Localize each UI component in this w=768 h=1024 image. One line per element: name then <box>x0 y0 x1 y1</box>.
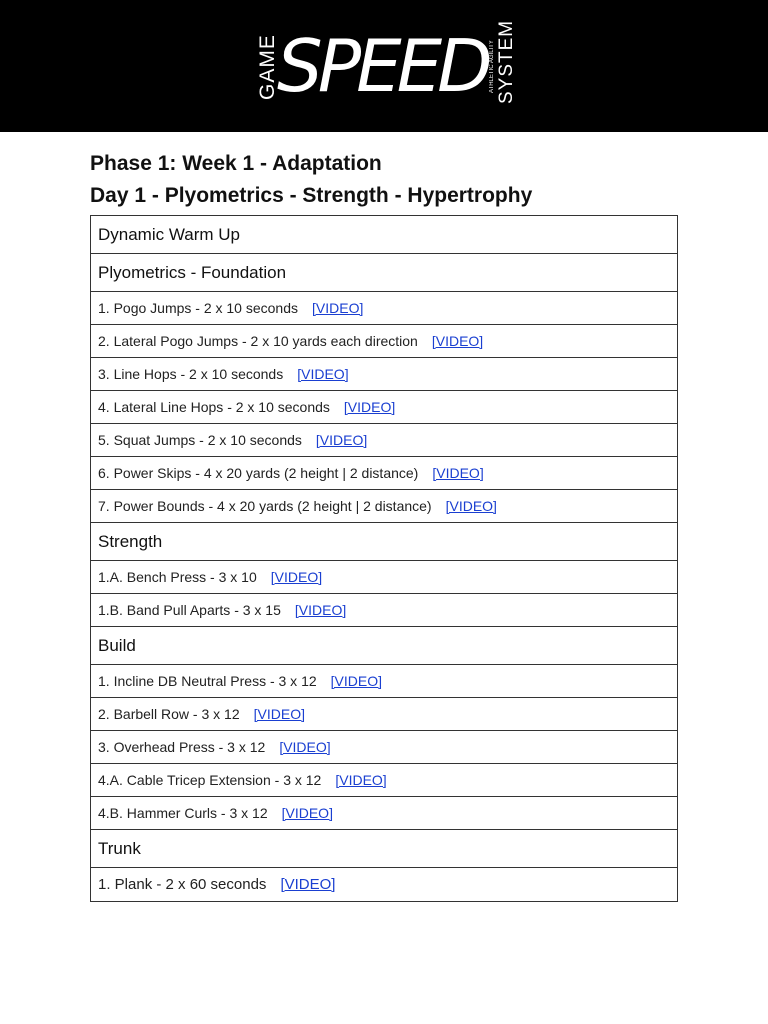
video-link[interactable]: [VIDEO] <box>343 399 396 415</box>
exercise-label: 6. Power Skips - 4 x 20 yards (2 height | 2 distance) <box>98 465 419 481</box>
section-row-trunk <box>91 830 678 868</box>
exercise-label: 1. Plank - 2 x 60 seconds <box>98 876 267 893</box>
exercise-row <box>91 457 678 490</box>
exercise-label: 4.A. Cable Tricep Extension - 3 x 12 <box>98 772 322 788</box>
logo-game-text: GAME <box>256 34 279 100</box>
section-row-plyometrics <box>91 254 678 292</box>
video-link[interactable]: [VIDEO] <box>270 569 323 585</box>
exercise-label: 2. Barbell Row - 3 x 12 <box>98 706 240 722</box>
exercise-row <box>91 424 678 457</box>
section-row-strength <box>91 523 678 561</box>
logo-tagline-text: ATHLETIC AGILITY <box>489 40 495 94</box>
header-banner <box>0 0 768 132</box>
phase-title: Phase 1: Week 1 - Adaptation <box>90 152 382 175</box>
logo-system-text: SYSTEM <box>496 19 517 104</box>
exercise-label: 1.A. Bench Press - 3 x 10 <box>98 569 257 585</box>
section-title: Strength <box>91 523 678 561</box>
exercise-row <box>91 698 678 731</box>
game-speed-logo <box>253 19 518 108</box>
exercise-row <box>91 561 678 594</box>
page-headings <box>90 148 532 212</box>
video-link[interactable]: [VIDEO] <box>253 706 305 722</box>
video-link[interactable]: [VIDEO] <box>432 465 484 481</box>
video-link[interactable]: [VIDEO] <box>281 805 333 821</box>
exercise-row <box>91 325 678 358</box>
exercise-label: 7. Power Bounds - 4 x 20 yards (2 height | 2 distance) <box>98 498 432 514</box>
exercise-row <box>91 358 678 391</box>
exercise-row <box>91 391 678 424</box>
exercise-label: 3. Overhead Press - 3 x 12 <box>98 739 266 755</box>
exercise-label: 2. Lateral Pogo Jumps - 2 x 10 yards each direction <box>98 333 418 349</box>
exercise-label: 1. Pogo Jumps - 2 x 10 seconds <box>98 300 298 316</box>
section-title: Build <box>91 627 678 665</box>
section-title: Dynamic Warm Up <box>91 216 678 254</box>
video-link[interactable]: [VIDEO] <box>279 739 331 755</box>
video-link[interactable]: [VIDEO] <box>294 602 347 618</box>
video-link[interactable]: [VIDEO] <box>312 300 364 316</box>
exercise-label: 1.B. Band Pull Aparts - 3 x 15 <box>98 602 281 618</box>
exercise-row <box>91 594 678 627</box>
video-link[interactable]: [VIDEO] <box>445 498 497 514</box>
exercise-row <box>91 764 678 797</box>
exercise-row <box>91 490 678 523</box>
exercise-label: 3. Line Hops - 2 x 10 seconds <box>98 366 284 382</box>
video-link[interactable]: [VIDEO] <box>330 673 383 689</box>
exercise-label: 4. Lateral Line Hops - 2 x 10 seconds <box>98 399 330 415</box>
video-link[interactable]: [VIDEO] <box>431 333 484 349</box>
logo-speed-text: SPEED <box>277 24 488 108</box>
section-row-build <box>91 627 678 665</box>
exercise-label: 5. Squat Jumps - 2 x 10 seconds <box>98 432 302 448</box>
exercise-label: 4.B. Hammer Curls - 3 x 12 <box>98 805 268 821</box>
section-row-warmup <box>91 216 678 254</box>
workout-table <box>90 215 678 902</box>
section-title: Trunk <box>91 830 678 868</box>
section-title: Plyometrics - Foundation <box>91 254 678 292</box>
video-link[interactable]: [VIDEO] <box>280 876 336 893</box>
day-title: Day 1 - Plyometrics - Strength - Hypertrophy <box>90 184 533 207</box>
video-link[interactable]: [VIDEO] <box>297 366 349 382</box>
exercise-row <box>91 292 678 325</box>
exercise-row <box>91 797 678 830</box>
video-link[interactable]: [VIDEO] <box>315 432 368 448</box>
exercise-row <box>91 868 678 902</box>
exercise-label: 1. Incline DB Neutral Press - 3 x 12 <box>98 673 317 689</box>
video-link[interactable]: [VIDEO] <box>335 772 387 788</box>
exercise-row <box>91 731 678 764</box>
exercise-row <box>91 665 678 698</box>
